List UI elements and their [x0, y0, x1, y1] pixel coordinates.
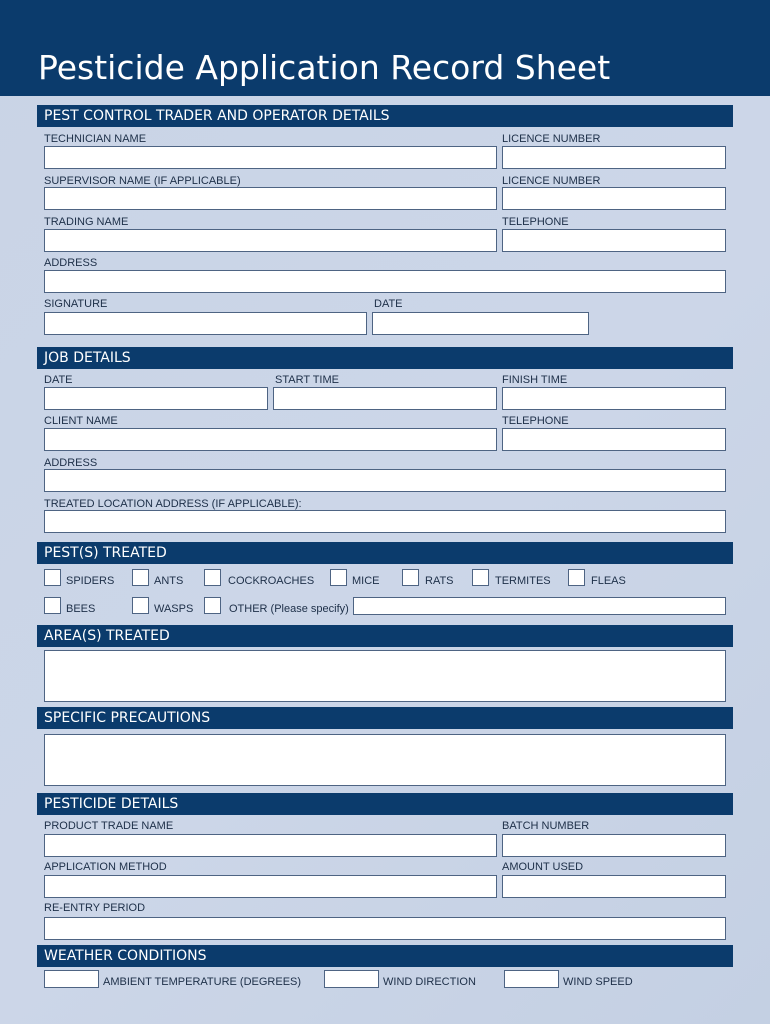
spiders-checkbox[interactable] — [44, 569, 61, 586]
application-method-label: APPLICATION METHOD — [44, 861, 167, 873]
mice-label: MICE — [352, 575, 380, 587]
wind-speed-field[interactable] — [504, 970, 559, 988]
bees-label: BEES — [66, 603, 96, 615]
ants-label: ANTS — [154, 575, 184, 587]
finish-time-field[interactable] — [502, 387, 726, 410]
wind-direction-field[interactable] — [324, 970, 379, 988]
other-specify-field[interactable] — [353, 597, 726, 615]
wind-direction-label: WIND DIRECTION — [383, 976, 476, 988]
batch-number-field[interactable] — [502, 834, 726, 857]
wasps-checkbox[interactable] — [132, 597, 149, 614]
signature-date-field[interactable] — [372, 312, 589, 335]
fleas-label: FLEAS — [591, 575, 626, 587]
licence-number-label: LICENCE NUMBER — [502, 133, 601, 145]
page-header — [0, 0, 770, 96]
operator-address-field[interactable] — [44, 270, 726, 293]
ants-checkbox[interactable] — [132, 569, 149, 586]
section-heading-pesticide: PESTICIDE DETAILS — [37, 793, 733, 815]
trading-name-label: TRADING NAME — [44, 216, 129, 228]
rats-label: RATS — [425, 575, 454, 587]
mice-checkbox[interactable] — [330, 569, 347, 586]
section-heading-job: JOB DETAILS — [37, 347, 733, 369]
areas-treated-field[interactable] — [44, 650, 726, 702]
supervisor-name-label: SUPERVISOR NAME (IF APPLICABLE) — [44, 175, 241, 187]
treated-location-label: TREATED LOCATION ADDRESS (IF APPLICABLE): — [44, 498, 302, 510]
amount-used-field[interactable] — [502, 875, 726, 898]
licence-number-field[interactable] — [502, 146, 726, 169]
section-heading-weather: WEATHER CONDITIONS — [37, 945, 733, 967]
client-address-field[interactable] — [44, 469, 726, 492]
wasps-label: WASPS — [154, 603, 194, 615]
start-time-field[interactable] — [273, 387, 497, 410]
trading-name-field[interactable] — [44, 229, 497, 252]
section-heading-precautions: SPECIFIC PRECAUTIONS — [37, 707, 733, 729]
technician-name-label: TECHNICIAN NAME — [44, 133, 147, 145]
page-title: Pesticide Application Record Sheet — [38, 48, 611, 87]
technician-name-field[interactable] — [44, 146, 497, 169]
supervisor-name-field[interactable] — [44, 187, 497, 210]
application-method-field[interactable] — [44, 875, 497, 898]
client-telephone-label: TELEPHONE — [502, 415, 569, 427]
wind-speed-label: WIND SPEED — [563, 976, 633, 988]
section-heading-pests: PEST(S) TREATED — [37, 542, 733, 564]
precautions-field[interactable] — [44, 734, 726, 786]
termites-checkbox[interactable] — [472, 569, 489, 586]
operator-telephone-field[interactable] — [502, 229, 726, 252]
supervisor-licence-label: LICENCE NUMBER — [502, 175, 601, 187]
spiders-label: SPIDERS — [66, 575, 115, 587]
batch-number-label: BATCH NUMBER — [502, 820, 590, 832]
rats-checkbox[interactable] — [402, 569, 419, 586]
client-address-label: ADDRESS — [44, 457, 98, 469]
section-heading-operator: PEST CONTROL TRADER AND OPERATOR DETAILS — [37, 105, 733, 127]
operator-address-label: ADDRESS — [44, 257, 98, 269]
signature-date-label: DATE — [374, 298, 403, 310]
fleas-checkbox[interactable] — [568, 569, 585, 586]
supervisor-licence-field[interactable] — [502, 187, 726, 210]
product-trade-name-field[interactable] — [44, 834, 497, 857]
finish-time-label: FINISH TIME — [502, 374, 568, 386]
other-label: OTHER (Please specify) — [229, 603, 349, 615]
job-date-label: DATE — [44, 374, 73, 386]
signature-label: SIGNATURE — [44, 298, 108, 310]
amount-used-label: AMOUNT USED — [502, 861, 584, 873]
start-time-label: START TIME — [275, 374, 339, 386]
ambient-temperature-label: AMBIENT TEMPERATURE (DEGREES) — [103, 976, 302, 988]
operator-telephone-label: TELEPHONE — [502, 216, 569, 228]
bees-checkbox[interactable] — [44, 597, 61, 614]
client-telephone-field[interactable] — [502, 428, 726, 451]
cockroaches-label: COCKROACHES — [228, 575, 315, 587]
reentry-period-label: RE-ENTRY PERIOD — [44, 902, 146, 914]
client-name-field[interactable] — [44, 428, 497, 451]
cockroaches-checkbox[interactable] — [204, 569, 221, 586]
job-date-field[interactable] — [44, 387, 268, 410]
ambient-temperature-field[interactable] — [44, 970, 99, 988]
product-trade-name-label: PRODUCT TRADE NAME — [44, 820, 174, 832]
treated-location-field[interactable] — [44, 510, 726, 533]
client-name-label: CLIENT NAME — [44, 415, 118, 427]
other-checkbox[interactable] — [204, 597, 221, 614]
section-heading-areas: AREA(S) TREATED — [37, 625, 733, 647]
reentry-period-field[interactable] — [44, 917, 726, 940]
signature-field[interactable] — [44, 312, 367, 335]
termites-label: TERMITES — [495, 575, 551, 587]
